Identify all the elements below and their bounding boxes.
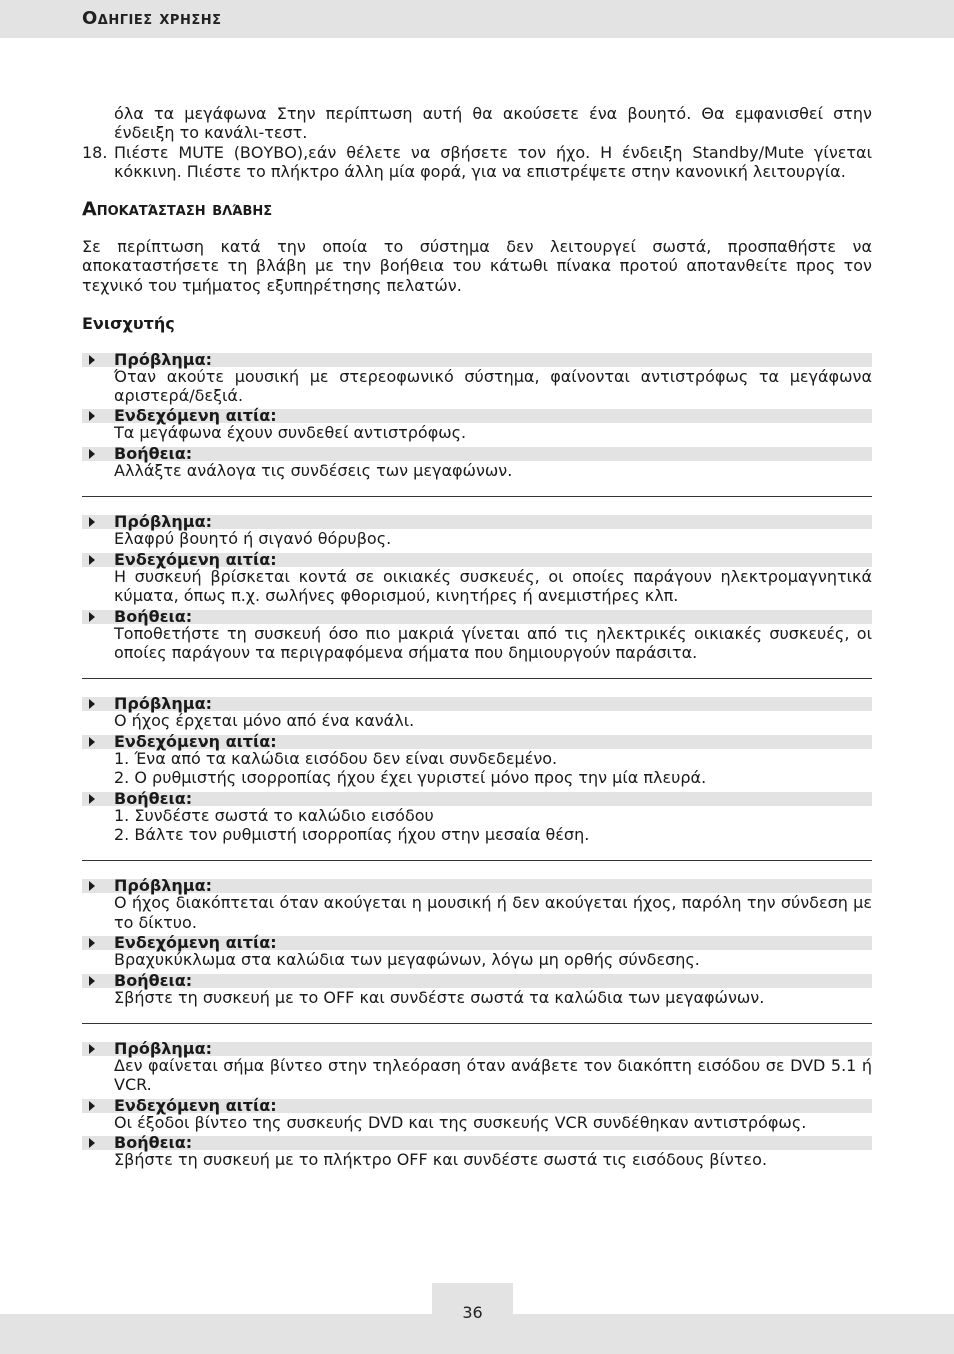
triangle-right-icon — [89, 612, 95, 622]
triangle-right-icon — [89, 881, 95, 891]
help-label: Βοήθεια: — [114, 1133, 193, 1153]
cause-text: Η συσκευή βρίσκεται κοντά σε οικιακές συσκευές, οι οποίες παράγουν ηλεκτρομαγνητικά κύματα, όπως π.χ. σωλήνες φθορισμού, κινητήρες ή ανεμιστήρες κλπ. — [114, 566, 872, 606]
help-text: Αλλάξτε ανάλογα τις συνδέσεις των μεγαφώνων. — [114, 460, 513, 480]
divider — [82, 1023, 872, 1024]
triangle-right-icon — [89, 1044, 95, 1054]
divider — [82, 678, 872, 679]
help-label: Βοήθεια: — [114, 443, 193, 463]
problem-text: Όταν ακούτε μουσική με στερεοφωνικό σύστημα, φαίνονται αντιστρόφως τα μεγάφωνα αριστερά/δεξιά. — [114, 366, 872, 406]
help-label-bar — [82, 606, 872, 626]
cause-line: 2. Ο ρυθμιστής ισορροπίας ήχου έχει γυριστεί μόνο προς την μία πλευρά. — [114, 768, 707, 788]
help-label-bar — [82, 443, 872, 463]
cause-label-bar — [82, 731, 872, 751]
troubleshooting-entry — [82, 694, 872, 844]
cause-label-bar — [82, 549, 872, 569]
cause-label-bar — [82, 933, 872, 953]
troubleshooting-entry — [82, 876, 872, 1007]
intro-continuation: όλα τα μεγάφωνα Στην περίπτωση αυτή θα ακούσετε ένα βουητό. Θα εμφανισθεί στην ένδειξη το κανάλι-τεστ. — [114, 104, 872, 143]
triangle-right-icon — [89, 517, 95, 527]
problem-label-bar — [82, 876, 872, 896]
cause-label: Ενδεχόμενη αιτία: — [114, 549, 277, 569]
problem-label: Πρόβλημα: — [114, 349, 212, 369]
problem-label-bar — [82, 1038, 872, 1058]
cause-text: Βραχυκύκλωμα στα καλώδια των μεγαφώνων, λόγω μη ορθής σύνδεσης. — [114, 950, 700, 970]
troubleshooting-entry — [82, 1038, 872, 1170]
help-label-bar — [82, 1133, 872, 1153]
list-item-number: 18. — [82, 142, 108, 162]
help-text: Σβήστε τη συσκευή με το OFF και συνδέστε σωστά τα καλώδια των μεγαφώνων. — [114, 987, 765, 1007]
page-number-box — [432, 1283, 513, 1354]
triangle-right-icon — [89, 1101, 95, 1111]
problem-text: Ο ήχος διακόπτεται όταν ακούγεται η μουσική ή δεν ακούγεται ήχος, παρόλη την σύνδεση με το δίκτυο. — [114, 893, 872, 932]
list-item-text: Πιέστε MUTE (ΒΟΥΒΟ),εάν θέλετε να σβήσετε τον ήχο. Η ένδειξη Standby/Mute γίνεται κόκκινη. Πιέστε το πλήκτρο άλλη μία φορά, για να επιστρέψετε στην κανονική λειτουργία. — [114, 142, 872, 182]
help-label: Βοήθεια: — [114, 606, 193, 626]
problem-label: Πρόβλημα: — [114, 876, 212, 896]
triangle-right-icon — [89, 976, 95, 986]
problem-label: Πρόβλημα: — [114, 512, 212, 532]
divider — [82, 860, 872, 861]
troubleshooting-entry — [82, 349, 872, 481]
cause-label: Ενδεχόμενη αιτία: — [114, 933, 277, 953]
page-content — [82, 104, 872, 1170]
help-text: Τοποθετήστε τη συσκευή όσο πιο μακριά γίνεται από τις ηλεκτρικές οικιακές συσκευές, οι οποίες παράγουν τα περιγραφόμενα σήματα που δημιουργούν παράσιτα. — [114, 623, 872, 662]
help-label-bar — [82, 788, 872, 808]
cause-label-bar — [82, 406, 872, 426]
problem-text: Ο ήχος έρχεται μόνο από ένα κανάλι. — [114, 711, 415, 731]
section-title: Αποκατάσταση βλάβης — [82, 197, 273, 220]
troubleshooting-entry — [82, 512, 872, 662]
subsection-title: Ενισχυτής — [82, 314, 175, 334]
cause-label: Ενδεχόμενη αιτία: — [114, 1095, 277, 1115]
triangle-right-icon — [89, 1138, 95, 1148]
help-label: Βοήθεια: — [114, 970, 193, 990]
cause-line: 1. Ένα από τα καλώδια εισόδου δεν είναι συνδεδεμένο. — [114, 748, 558, 768]
triangle-right-icon — [89, 737, 95, 747]
triangle-right-icon — [89, 355, 95, 365]
cause-label: Ενδεχόμενη αιτία: — [114, 406, 277, 426]
problem-text: Ελαφρύ βουητό ή σιγανό θόρυβος. — [114, 529, 392, 549]
triangle-right-icon — [89, 794, 95, 804]
list-item-18 — [82, 143, 872, 182]
problem-label: Πρόβλημα: — [114, 694, 212, 714]
triangle-right-icon — [89, 938, 95, 948]
problem-text: Δεν φαίνεται σήμα βίντεο στην τηλεόραση όταν ανάβετε τον διακόπτη εισόδου σε DVD 5.1 ή VCR. — [114, 1055, 872, 1095]
cause-label: Ενδεχόμενη αιτία: — [114, 731, 277, 751]
section-paragraph: Σε περίπτωση κατά την οποία το σύστημα δεν λειτουργεί σωστά, προσπαθήστε να αποκαταστήσετε τη βλάβη με την βοήθεια του κάτωθι πίνακα προτού αποτανθείτε προς τον τεχνικό του τμήματος εξυπηρέτησης πελατών. — [82, 237, 872, 295]
page-header-title: Οδηγιες χρησης — [82, 8, 222, 29]
help-line: 1. Συνδέστε σωστά το καλώδιο εισόδου — [114, 805, 434, 825]
cause-text: Οι έξοδοι βίντεο της συσκευής DVD και της συσκευής VCR συνδέθηκαν αντιστρόφως. — [114, 1112, 807, 1132]
page-number: 36 — [462, 1303, 483, 1322]
triangle-right-icon — [89, 555, 95, 565]
cause-text: Τα μεγάφωνα έχουν συνδεθεί αντιστρόφως. — [114, 423, 467, 443]
problem-label: Πρόβλημα: — [114, 1038, 212, 1058]
help-label: Βοήθεια: — [114, 788, 193, 808]
divider — [82, 496, 872, 497]
help-line: 2. Βάλτε τον ρυθμιστή ισορροπίας ήχου στην μεσαία θέση. — [114, 824, 590, 844]
help-text: Σβήστε τη συσκευή με το πλήκτρο OFF και συνδέστε σωστά τις εισόδους βίντεο. — [114, 1150, 768, 1170]
problem-label-bar — [82, 349, 872, 369]
triangle-right-icon — [89, 411, 95, 421]
cause-label-bar — [82, 1095, 872, 1115]
triangle-right-icon — [89, 449, 95, 459]
problem-label-bar — [82, 694, 872, 714]
triangle-right-icon — [89, 699, 95, 709]
problem-label-bar — [82, 512, 872, 532]
help-label-bar — [82, 970, 872, 990]
